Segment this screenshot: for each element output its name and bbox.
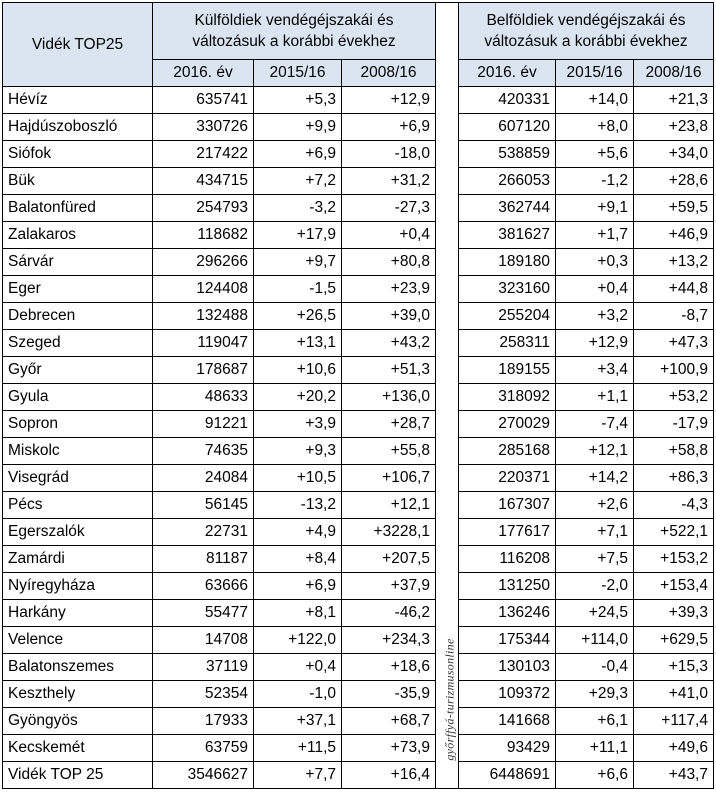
domestic-change-0816-cell: +117,4 — [634, 708, 714, 735]
table-row — [3, 546, 714, 573]
foreign-2016-cell: 132488 — [153, 303, 254, 330]
row-name-cell: Nyíregyháza — [3, 573, 153, 600]
row-name-cell: Szeged — [3, 330, 153, 357]
domestic-change-1516-cell: +7,1 — [556, 519, 634, 546]
foreign-change-1516-cell: +9,7 — [254, 249, 342, 276]
col-domestic-2016: 2016. év — [459, 60, 556, 87]
foreign-change-1516-cell: +0,4 — [254, 654, 342, 681]
separator-cell — [436, 249, 459, 276]
foreign-change-0816-cell: +28,7 — [342, 411, 436, 438]
foreign-change-0816-cell: +16,4 — [342, 762, 436, 789]
separator-cell — [436, 168, 459, 195]
domestic-2016-cell: 607120 — [459, 114, 556, 141]
row-name-cell: Vidék TOP 25 — [3, 762, 153, 789]
table-row — [3, 681, 714, 708]
domestic-change-1516-cell: +14,2 — [556, 465, 634, 492]
row-name-cell: Miskolc — [3, 438, 153, 465]
foreign-change-0816-cell: +80,8 — [342, 249, 436, 276]
table-row — [3, 708, 714, 735]
table-row — [3, 762, 714, 789]
tourism-table — [2, 2, 714, 789]
foreign-change-0816-cell: -35,9 — [342, 681, 436, 708]
foreign-change-1516-cell: +4,9 — [254, 519, 342, 546]
row-name-cell: Pécs — [3, 492, 153, 519]
domestic-2016-cell: 6448691 — [459, 762, 556, 789]
domestic-change-0816-cell: -8,7 — [634, 303, 714, 330]
foreign-2016-cell: 296266 — [153, 249, 254, 276]
domestic-2016-cell: 175344 — [459, 627, 556, 654]
foreign-2016-cell: 124408 — [153, 276, 254, 303]
col-foreign-1516: 2015/16 — [254, 60, 342, 87]
row-name-cell: Zamárdi — [3, 546, 153, 573]
domestic-change-1516-cell: +6,6 — [556, 762, 634, 789]
domestic-change-0816-cell: +28,6 — [634, 168, 714, 195]
domestic-change-1516-cell: +5,6 — [556, 141, 634, 168]
domestic-change-1516-cell: +14,0 — [556, 87, 634, 114]
table-row — [3, 114, 714, 141]
foreign-change-1516-cell: +3,9 — [254, 411, 342, 438]
table-row — [3, 195, 714, 222]
domestic-2016-cell: 220371 — [459, 465, 556, 492]
domestic-2016-cell: 420331 — [459, 87, 556, 114]
domestic-change-1516-cell: -1,2 — [556, 168, 634, 195]
domestic-2016-cell: 318092 — [459, 384, 556, 411]
foreign-2016-cell: 74635 — [153, 438, 254, 465]
foreign-2016-cell: 37119 — [153, 654, 254, 681]
domestic-2016-cell: 255204 — [459, 303, 556, 330]
domestic-2016-cell: 131250 — [459, 573, 556, 600]
separator-cell — [436, 384, 459, 411]
domestic-2016-cell: 109372 — [459, 681, 556, 708]
foreign-change-1516-cell: +20,2 — [254, 384, 342, 411]
foreign-2016-cell: 63759 — [153, 735, 254, 762]
row-name-cell: Zalakaros — [3, 222, 153, 249]
foreign-2016-cell: 178687 — [153, 357, 254, 384]
foreign-2016-cell: 217422 — [153, 141, 254, 168]
domestic-change-0816-cell: +47,3 — [634, 330, 714, 357]
separator-cell — [436, 222, 459, 249]
foreign-change-0816-cell: +23,9 — [342, 276, 436, 303]
row-name-cell: Egerszalók — [3, 519, 153, 546]
table-row — [3, 465, 714, 492]
domestic-2016-cell: 258311 — [459, 330, 556, 357]
separator-cell — [436, 573, 459, 600]
domestic-change-1516-cell: +1,1 — [556, 384, 634, 411]
domestic-change-1516-cell: +9,1 — [556, 195, 634, 222]
domestic-change-0816-cell: +46,9 — [634, 222, 714, 249]
foreign-change-1516-cell: +11,5 — [254, 735, 342, 762]
domestic-change-1516-cell: +12,9 — [556, 330, 634, 357]
foreign-change-0816-cell: +0,4 — [342, 222, 436, 249]
row-name-cell: Gyula — [3, 384, 153, 411]
domestic-2016-cell: 538859 — [459, 141, 556, 168]
domestic-change-1516-cell: +12,1 — [556, 438, 634, 465]
separator-cell — [436, 465, 459, 492]
table-row — [3, 222, 714, 249]
foreign-change-1516-cell: -1,5 — [254, 276, 342, 303]
row-name-cell: Balatonszemes — [3, 654, 153, 681]
foreign-change-0816-cell: -18,0 — [342, 141, 436, 168]
separator-cell — [436, 546, 459, 573]
domestic-change-0816-cell: -4,3 — [634, 492, 714, 519]
table-row — [3, 303, 714, 330]
watermark-text: győrffyá-turizmusonline — [442, 638, 457, 761]
foreign-2016-cell: 56145 — [153, 492, 254, 519]
domestic-change-0816-cell: +53,2 — [634, 384, 714, 411]
domestic-change-1516-cell: +3,2 — [556, 303, 634, 330]
separator-cell — [436, 411, 459, 438]
domestic-change-0816-cell: +100,9 — [634, 357, 714, 384]
foreign-change-0816-cell: +12,1 — [342, 492, 436, 519]
domestic-2016-cell: 266053 — [459, 168, 556, 195]
foreign-2016-cell: 3546627 — [153, 762, 254, 789]
domestic-2016-cell: 116208 — [459, 546, 556, 573]
foreign-change-1516-cell: +5,3 — [254, 87, 342, 114]
domestic-change-0816-cell: +58,8 — [634, 438, 714, 465]
foreign-change-0816-cell: +37,9 — [342, 573, 436, 600]
separator-cell — [436, 276, 459, 303]
foreign-group-header: Külföldiek vendégéjszakái és változásuk a korábbi évekhez — [153, 3, 436, 60]
foreign-change-0816-cell: +31,2 — [342, 168, 436, 195]
foreign-2016-cell: 48633 — [153, 384, 254, 411]
row-name-cell: Eger — [3, 276, 153, 303]
foreign-change-1516-cell: +8,1 — [254, 600, 342, 627]
domestic-change-0816-cell: +34,0 — [634, 141, 714, 168]
foreign-change-1516-cell: -3,2 — [254, 195, 342, 222]
domestic-change-1516-cell: +11,1 — [556, 735, 634, 762]
row-name-cell: Sárvár — [3, 249, 153, 276]
domestic-change-0816-cell: +629,5 — [634, 627, 714, 654]
foreign-2016-cell: 91221 — [153, 411, 254, 438]
domestic-change-1516-cell: +24,5 — [556, 600, 634, 627]
foreign-2016-cell: 81187 — [153, 546, 254, 573]
row-name-cell: Velence — [3, 627, 153, 654]
domestic-change-0816-cell: +39,3 — [634, 600, 714, 627]
separator-cell — [436, 87, 459, 114]
foreign-change-0816-cell: -27,3 — [342, 195, 436, 222]
foreign-2016-cell: 118682 — [153, 222, 254, 249]
domestic-change-1516-cell: +2,6 — [556, 492, 634, 519]
separator-cell — [436, 195, 459, 222]
domestic-change-1516-cell: +1,7 — [556, 222, 634, 249]
foreign-change-1516-cell: +9,3 — [254, 438, 342, 465]
foreign-change-1516-cell: +6,9 — [254, 141, 342, 168]
table-row — [3, 735, 714, 762]
domestic-change-1516-cell: +114,0 — [556, 627, 634, 654]
row-name-cell: Siófok — [3, 141, 153, 168]
domestic-change-1516-cell: -2,0 — [556, 573, 634, 600]
table-row — [3, 276, 714, 303]
foreign-change-1516-cell: -13,2 — [254, 492, 342, 519]
foreign-2016-cell: 119047 — [153, 330, 254, 357]
domestic-2016-cell: 285168 — [459, 438, 556, 465]
domestic-2016-cell: 381627 — [459, 222, 556, 249]
domestic-change-0816-cell: +86,3 — [634, 465, 714, 492]
domestic-2016-cell: 270029 — [459, 411, 556, 438]
domestic-change-0816-cell: +13,2 — [634, 249, 714, 276]
row-name-cell: Bük — [3, 168, 153, 195]
foreign-change-0816-cell: +6,9 — [342, 114, 436, 141]
table-row — [3, 357, 714, 384]
domestic-2016-cell: 136246 — [459, 600, 556, 627]
domestic-change-1516-cell: +6,1 — [556, 708, 634, 735]
domestic-2016-cell: 130103 — [459, 654, 556, 681]
foreign-change-0816-cell: +12,9 — [342, 87, 436, 114]
row-name-cell: Balatonfüred — [3, 195, 153, 222]
table-row — [3, 438, 714, 465]
domestic-2016-cell: 189155 — [459, 357, 556, 384]
table-row — [3, 411, 714, 438]
foreign-change-0816-cell: +43,2 — [342, 330, 436, 357]
foreign-change-0816-cell: +39,0 — [342, 303, 436, 330]
separator-cell — [436, 492, 459, 519]
table-row — [3, 168, 714, 195]
row-name-cell: Hévíz — [3, 87, 153, 114]
foreign-change-0816-cell: -46,2 — [342, 600, 436, 627]
domestic-change-1516-cell: +0,4 — [556, 276, 634, 303]
row-name-cell: Hajdúszoboszló — [3, 114, 153, 141]
foreign-2016-cell: 52354 — [153, 681, 254, 708]
table-row — [3, 519, 714, 546]
domestic-change-1516-cell: -0,4 — [556, 654, 634, 681]
domestic-change-1516-cell: +29,3 — [556, 681, 634, 708]
foreign-change-0816-cell: +207,5 — [342, 546, 436, 573]
watermark — [439, 606, 461, 796]
foreign-change-1516-cell: +9,9 — [254, 114, 342, 141]
domestic-change-0816-cell: +21,3 — [634, 87, 714, 114]
table-body — [3, 87, 714, 789]
separator-cell — [436, 114, 459, 141]
domestic-change-0816-cell: +59,5 — [634, 195, 714, 222]
foreign-change-1516-cell: +26,5 — [254, 303, 342, 330]
domestic-change-1516-cell: +7,5 — [556, 546, 634, 573]
table-row — [3, 141, 714, 168]
table-row — [3, 627, 714, 654]
foreign-change-0816-cell: +51,3 — [342, 357, 436, 384]
foreign-change-0816-cell: +3228,1 — [342, 519, 436, 546]
row-name-cell: Gyöngyös — [3, 708, 153, 735]
row-name-cell: Kecskemét — [3, 735, 153, 762]
foreign-2016-cell: 330726 — [153, 114, 254, 141]
foreign-change-1516-cell: -1,0 — [254, 681, 342, 708]
separator-column — [436, 3, 459, 87]
foreign-change-0816-cell: +18,6 — [342, 654, 436, 681]
domestic-2016-cell: 141668 — [459, 708, 556, 735]
table-row — [3, 330, 714, 357]
corner-header: Vidék TOP25 — [3, 3, 153, 87]
table-row — [3, 249, 714, 276]
domestic-change-1516-cell: +0,3 — [556, 249, 634, 276]
domestic-change-0816-cell: +43,7 — [634, 762, 714, 789]
table-row — [3, 384, 714, 411]
table-row — [3, 573, 714, 600]
domestic-change-0816-cell: +522,1 — [634, 519, 714, 546]
foreign-2016-cell: 24084 — [153, 465, 254, 492]
domestic-change-1516-cell: +3,4 — [556, 357, 634, 384]
domestic-change-0816-cell: +44,8 — [634, 276, 714, 303]
domestic-change-0816-cell: +153,4 — [634, 573, 714, 600]
foreign-change-0816-cell: +55,8 — [342, 438, 436, 465]
domestic-change-0816-cell: +49,6 — [634, 735, 714, 762]
foreign-2016-cell: 17933 — [153, 708, 254, 735]
domestic-2016-cell: 93429 — [459, 735, 556, 762]
domestic-2016-cell: 167307 — [459, 492, 556, 519]
foreign-change-1516-cell: +37,1 — [254, 708, 342, 735]
domestic-change-0816-cell: -17,9 — [634, 411, 714, 438]
separator-cell — [436, 519, 459, 546]
separator-cell — [436, 303, 459, 330]
col-foreign-2016: 2016. év — [153, 60, 254, 87]
separator-cell — [436, 141, 459, 168]
domestic-change-0816-cell: +15,3 — [634, 654, 714, 681]
foreign-2016-cell: 434715 — [153, 168, 254, 195]
foreign-change-0816-cell: +68,7 — [342, 708, 436, 735]
separator-cell — [436, 330, 459, 357]
foreign-change-1516-cell: +7,2 — [254, 168, 342, 195]
foreign-change-0816-cell: +234,3 — [342, 627, 436, 654]
foreign-change-1516-cell: +122,0 — [254, 627, 342, 654]
domestic-change-0816-cell: +41,0 — [634, 681, 714, 708]
foreign-2016-cell: 635741 — [153, 87, 254, 114]
foreign-change-1516-cell: +8,4 — [254, 546, 342, 573]
foreign-2016-cell: 22731 — [153, 519, 254, 546]
foreign-change-0816-cell: +106,7 — [342, 465, 436, 492]
domestic-2016-cell: 177617 — [459, 519, 556, 546]
table-row — [3, 600, 714, 627]
separator-cell — [436, 357, 459, 384]
foreign-change-1516-cell: +6,9 — [254, 573, 342, 600]
col-domestic-0816: 2008/16 — [634, 60, 714, 87]
foreign-change-1516-cell: +7,7 — [254, 762, 342, 789]
table-row — [3, 87, 714, 114]
row-name-cell: Keszthely — [3, 681, 153, 708]
domestic-change-1516-cell: -7,4 — [556, 411, 634, 438]
domestic-change-1516-cell: +8,0 — [556, 114, 634, 141]
col-foreign-0816: 2008/16 — [342, 60, 436, 87]
foreign-change-0816-cell: +73,9 — [342, 735, 436, 762]
foreign-change-1516-cell: +10,5 — [254, 465, 342, 492]
domestic-change-0816-cell: +153,2 — [634, 546, 714, 573]
separator-cell — [436, 438, 459, 465]
domestic-2016-cell: 189180 — [459, 249, 556, 276]
domestic-group-header: Belföldiek vendégéjszakái és változásuk a korábbi évekhez — [459, 3, 714, 60]
foreign-2016-cell: 63666 — [153, 573, 254, 600]
row-name-cell: Harkány — [3, 600, 153, 627]
row-name-cell: Debrecen — [3, 303, 153, 330]
foreign-change-0816-cell: +136,0 — [342, 384, 436, 411]
foreign-2016-cell: 14708 — [153, 627, 254, 654]
foreign-2016-cell: 55477 — [153, 600, 254, 627]
foreign-change-1516-cell: +13,1 — [254, 330, 342, 357]
row-name-cell: Visegrád — [3, 465, 153, 492]
foreign-change-1516-cell: +17,9 — [254, 222, 342, 249]
table-row — [3, 654, 714, 681]
row-name-cell: Sopron — [3, 411, 153, 438]
foreign-change-1516-cell: +10,6 — [254, 357, 342, 384]
domestic-2016-cell: 362744 — [459, 195, 556, 222]
domestic-change-0816-cell: +23,8 — [634, 114, 714, 141]
domestic-2016-cell: 323160 — [459, 276, 556, 303]
table-row — [3, 492, 714, 519]
col-domestic-1516: 2015/16 — [556, 60, 634, 87]
foreign-2016-cell: 254793 — [153, 195, 254, 222]
row-name-cell: Győr — [3, 357, 153, 384]
